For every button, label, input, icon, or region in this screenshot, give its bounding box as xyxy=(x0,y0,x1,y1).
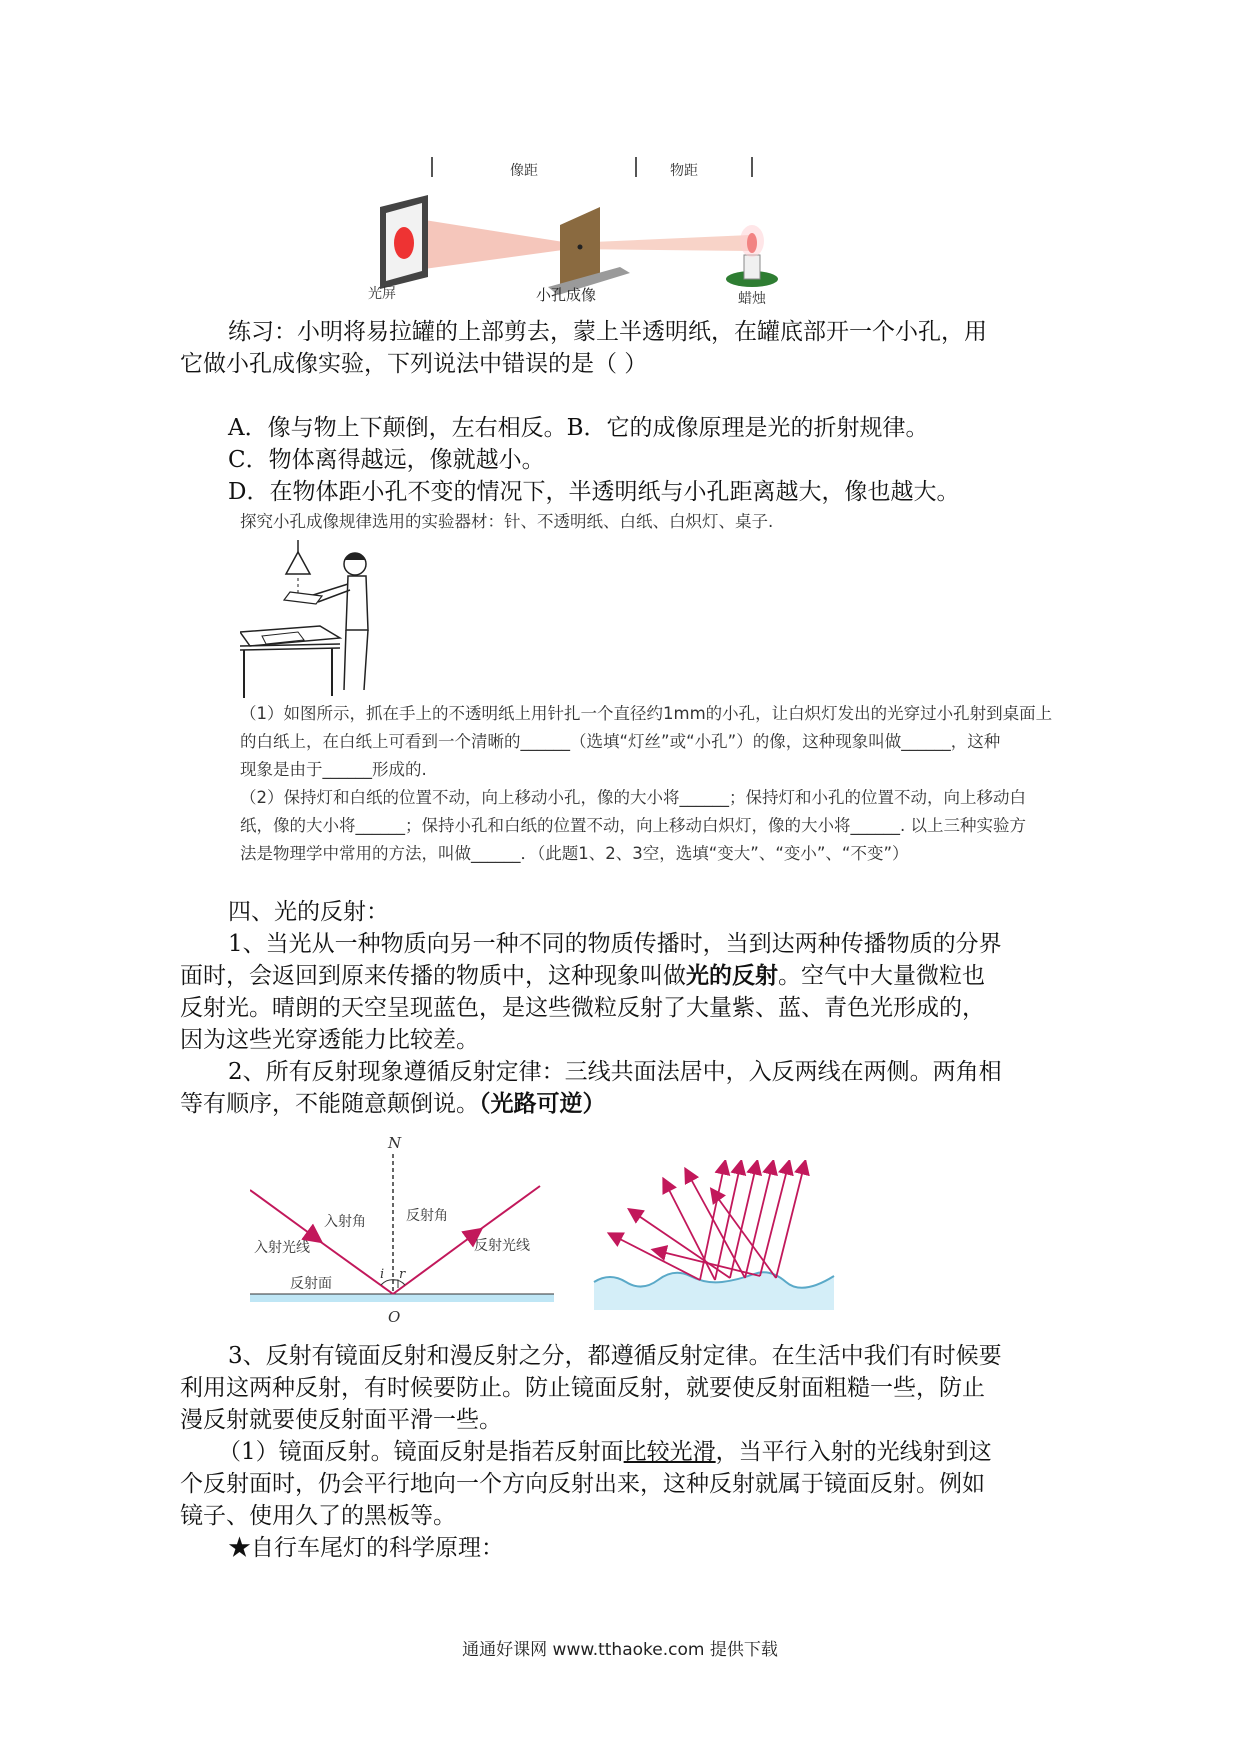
para3-line-3: 漫反射就要使反射面平滑一些。 xyxy=(180,1407,502,1433)
option-c: C．物体离得越远，像就越小。 xyxy=(228,447,545,473)
figure-caption: 小孔成像 xyxy=(536,286,597,304)
label-O: O xyxy=(388,1308,401,1326)
lamp-icon xyxy=(286,552,310,574)
explore-q1-line-3: 现象是由于______形成的. xyxy=(240,760,427,779)
explore-intro: 探究小孔成像规律选用的实验器材：针、不透明纸、白纸、白炽灯、桌子. xyxy=(240,512,774,531)
explore-q2-line-3: 法是物理学中常用的方法，叫做______．（此题1、2、3空，选填“变大”、“变小”、“不变”） xyxy=(240,844,909,863)
label-object-distance: 物距 xyxy=(670,163,698,179)
label-reflection-angle: 反射角 xyxy=(406,1208,448,1224)
footer-text: 通通好课网 www.tthaoke.com 提供下载 xyxy=(462,1640,778,1660)
option-ab: A．像与物上下颠倒，左右相反。B．它的成像原理是光的折射规律。 xyxy=(228,415,929,441)
para4-line-1: （1）镜面反射。镜面反射是指若反射面比较光滑，当平行入射的光线射到这 xyxy=(218,1439,992,1465)
para1-line-4: 因为这些光穿透能力比较差。 xyxy=(180,1027,479,1053)
underlined-smooth: 比较光滑 xyxy=(623,1439,716,1465)
para2-line-2: 等有顺序，不能随意颠倒说。（光路可逆） xyxy=(180,1090,606,1117)
para1-line-1: 1、当光从一种物质向另一种不同的物质传播时，当到达两种传播物质的分界 xyxy=(228,931,1002,957)
para1-line-2: 面时，会返回到原来传播的物质中，这种现象叫做光的反射。空气中大量微粒也 xyxy=(180,962,985,989)
section-heading: 四、光的反射： xyxy=(228,899,389,925)
reflection-law-figure xyxy=(250,1130,560,1330)
label-N: N xyxy=(388,1134,402,1152)
term-reflection: 光的反射 xyxy=(686,962,778,989)
label-reflected-ray: 反射光线 xyxy=(474,1238,530,1254)
label-r: r xyxy=(399,1267,406,1282)
label-i: i xyxy=(380,1267,385,1282)
para5-line: ★自行车尾灯的科学原理： xyxy=(228,1535,504,1561)
label-image-distance: 像距 xyxy=(510,163,538,179)
para4-line-2: 个反射面时，仍会平行地向一个方向反射出来，这种反射就属于镜面反射。例如 xyxy=(180,1471,985,1497)
explore-q1-line-2: 的白纸上，在白纸上可看到一个清晰的______（选填“灯丝”或“小孔”）的像，这种现象叫做______，这种 xyxy=(240,732,1001,751)
label-surface: 反射面 xyxy=(290,1276,332,1292)
para3-line-2: 利用这两种反射，有时候要防止。防止镜面反射，就要使反射面粗糙一些，防止 xyxy=(180,1375,985,1401)
label-incident-angle: 入射角 xyxy=(324,1214,366,1230)
inverted-image xyxy=(394,227,414,259)
para3-line-1: 3、反射有镜面反射和漫反射之分，都遵循反射定律。在生活中我们有时候要 xyxy=(228,1343,1002,1369)
term-reversible: （光路可逆） xyxy=(479,1090,606,1117)
incident-ray xyxy=(250,1190,320,1241)
reflecting-surface xyxy=(250,1294,554,1302)
explore-q2-line-2: 纸，像的大小将______；保持小孔和白纸的位置不动，向上移动白炽灯，像的大小将______. 以上三种实验方 xyxy=(240,816,1026,835)
para4-line-3: 镜子、使用久了的黑板等。 xyxy=(180,1503,456,1529)
option-d: D．在物体距小孔不变的情况下，半透明纸与小孔距离越大，像也越大。 xyxy=(228,479,960,505)
diffuse-reflection-figure xyxy=(590,1160,840,1310)
pinhole-imaging-figure xyxy=(320,155,840,305)
exercise-line-2: 它做小孔成像实验，下列说法中错误的是（ ） xyxy=(180,351,648,377)
explore-q1-line-1: （1）如图所示，抓在手上的不透明纸上用针扎一个直径约1mm的小孔，让白炽灯发出的光穿过小孔射到桌面上 xyxy=(240,704,1053,723)
reflected-ray xyxy=(478,1186,540,1231)
exercise-line-1: 练习：小明将易拉罐的上部剪去，蒙上半透明纸，在罐底部开一个小孔，用 xyxy=(228,319,987,345)
label-incident-ray: 入射光线 xyxy=(254,1240,310,1256)
candle-icon xyxy=(744,255,760,279)
explore-q2-line-1: （2）保持灯和白纸的位置不动，向上移动小孔，像的大小将______；保持灯和小孔的位置不动，向上移动白 xyxy=(240,788,1026,807)
label-screen: 光屏 xyxy=(368,286,396,302)
para2-line-1: 2、所有反射现象遵循反射定律：三线共面法居中，入反两线在两侧。两角相 xyxy=(228,1059,1002,1085)
experiment-illustration xyxy=(240,540,390,700)
para1-line-3: 反射光。晴朗的天空呈现蓝色，是这些微粒反射了大量紫、蓝、青色光形成的， xyxy=(180,995,985,1021)
label-candle: 蜡烛 xyxy=(738,291,766,305)
